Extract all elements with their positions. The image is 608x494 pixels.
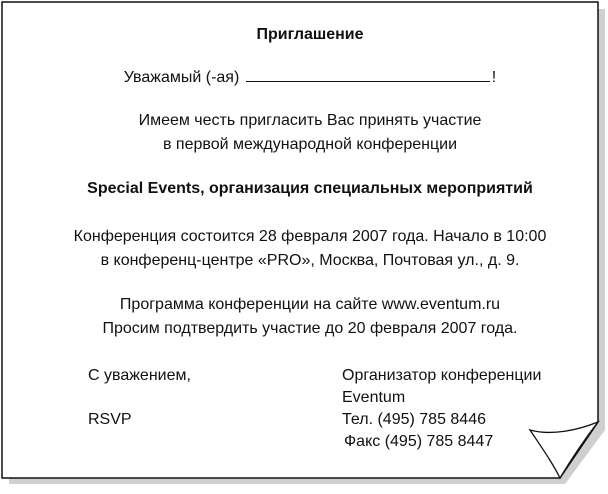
greeting-exclamation: !	[491, 69, 497, 86]
invitation-title: Приглашение	[256, 26, 364, 43]
greeting-line	[20, 66, 600, 89]
confirm-line: Просим подтвердить участие до 20 февраля 2007 года.	[102, 320, 518, 337]
details-line-2: в конференц-центре «PRO», Москва, Почтовая ул., д. 9.	[100, 252, 520, 269]
intro-line-1: Имеем честь пригласить Вас принять участие	[138, 112, 482, 129]
organization-name: Special Events, организация специальных мероприятий	[87, 180, 533, 197]
intro-line-2: в первой международной конференции	[162, 136, 458, 153]
name-blank-line	[246, 66, 490, 82]
program-line: Программа конференции на сайте www.eventum.ru	[119, 296, 501, 313]
organizer-title: Организатор конференции	[342, 367, 542, 384]
rsvp-text: RSVP	[88, 411, 132, 428]
details-line-1: Конференция состоится 28 февраля 2007 года. Начало в 10:00	[73, 228, 547, 245]
fax-number: Факс (495) 785 8447	[344, 433, 494, 450]
phone-number: Тел. (495) 785 8446	[342, 411, 486, 428]
regards-text: С уважением,	[88, 367, 191, 384]
greeting-prefix: Уважамый (-ая)	[123, 69, 240, 86]
organizer-name: Eventum	[342, 389, 406, 406]
